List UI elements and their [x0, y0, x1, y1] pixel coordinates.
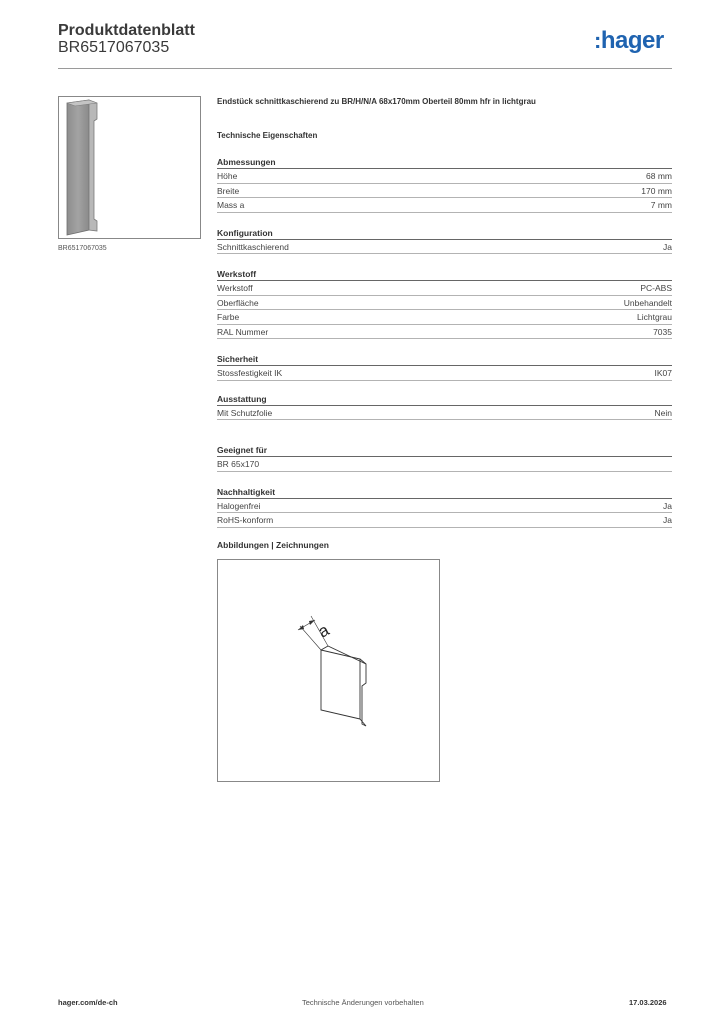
footer-date: 17.03.2026 — [629, 998, 667, 1007]
row-value: 7035 — [653, 326, 672, 337]
table-row — [217, 513, 672, 528]
footer-website[interactable]: hager.com/de-ch — [58, 998, 118, 1007]
row-value: Lichtgrau — [637, 312, 672, 322]
row-value: Unbehandelt — [623, 297, 672, 308]
table-row — [217, 499, 672, 514]
article-number: BR6517067035 — [58, 39, 170, 56]
drawings-title: Abbildungen | Zeichnungen — [217, 540, 329, 550]
product-thumbnail — [58, 96, 201, 239]
section-abmessungen — [217, 156, 672, 213]
product-description: Endstück schnittkaschierend zu BR/H/N/A 68x170mm Oberteil 80mm hfr in lichtgrau — [217, 97, 536, 106]
section-geeignet — [217, 444, 672, 472]
table-row — [217, 310, 672, 325]
technical-drawing — [217, 559, 440, 782]
row-value: 68 mm — [646, 171, 672, 181]
row-label: Mit Schutzfolie — [217, 407, 273, 418]
section-heading: Konfiguration — [217, 227, 672, 240]
footer-notice: Technische Änderungen vorbehalten — [302, 998, 424, 1007]
row-label: Oberfläche — [217, 297, 259, 308]
row-value: 7 mm — [650, 200, 672, 210]
section-sicherheit — [217, 353, 672, 381]
table-row — [217, 366, 672, 381]
row-label: BR 65x170 — [217, 459, 260, 469]
table-row — [217, 281, 672, 296]
technical-properties-title: Technische Eigenschaften — [217, 131, 318, 140]
section-heading: Abmessungen — [217, 156, 672, 169]
end-cap-image — [59, 97, 200, 238]
section-heading: Werkstoff — [217, 268, 672, 281]
row-value: Ja — [663, 500, 672, 511]
row-value: PC-ABS — [640, 283, 672, 293]
section-heading: Geeignet für — [217, 444, 672, 457]
row-value: IK07 — [654, 368, 672, 378]
page-title: Produktdatenblatt — [58, 22, 195, 39]
row-value: Nein — [654, 407, 672, 418]
dimension-drawing — [218, 560, 439, 781]
section-ausstattung — [217, 393, 672, 421]
table-row — [217, 325, 672, 340]
row-value: Ja — [663, 241, 672, 252]
section-werkstoff — [217, 268, 672, 339]
row-label: Breite — [217, 185, 240, 196]
row-label: RAL Nummer — [217, 326, 269, 337]
row-label: Schnittkaschierend — [217, 241, 289, 252]
thumbnail-caption: BR6517067035 — [58, 245, 107, 252]
table-row — [217, 169, 672, 184]
row-label: Stossfestigkeit IK — [217, 368, 283, 378]
row-value: 170 mm — [641, 185, 672, 196]
row-label: Höhe — [217, 171, 238, 181]
row-label: RoHS-konform — [217, 515, 274, 525]
table-row — [217, 406, 672, 421]
table-row — [217, 296, 672, 311]
header-divider — [58, 68, 672, 69]
section-heading: Nachhaltigkeit — [217, 486, 672, 499]
dimension-label: a — [314, 620, 333, 642]
table-row — [217, 240, 672, 255]
row-label: Halogenfrei — [217, 500, 261, 511]
section-heading: Ausstattung — [217, 393, 672, 406]
product-details — [217, 96, 672, 528]
hager-logo: :hager — [594, 27, 664, 54]
row-value: Ja — [663, 515, 672, 525]
section-nachhaltigkeit — [217, 486, 672, 528]
table-row — [217, 457, 672, 472]
row-label: Mass a — [217, 200, 245, 210]
section-konfiguration — [217, 227, 672, 255]
row-label: Farbe — [217, 312, 240, 322]
table-row — [217, 198, 672, 213]
section-heading: Sicherheit — [217, 353, 672, 366]
row-label: Werkstoff — [217, 283, 253, 293]
table-row — [217, 184, 672, 199]
